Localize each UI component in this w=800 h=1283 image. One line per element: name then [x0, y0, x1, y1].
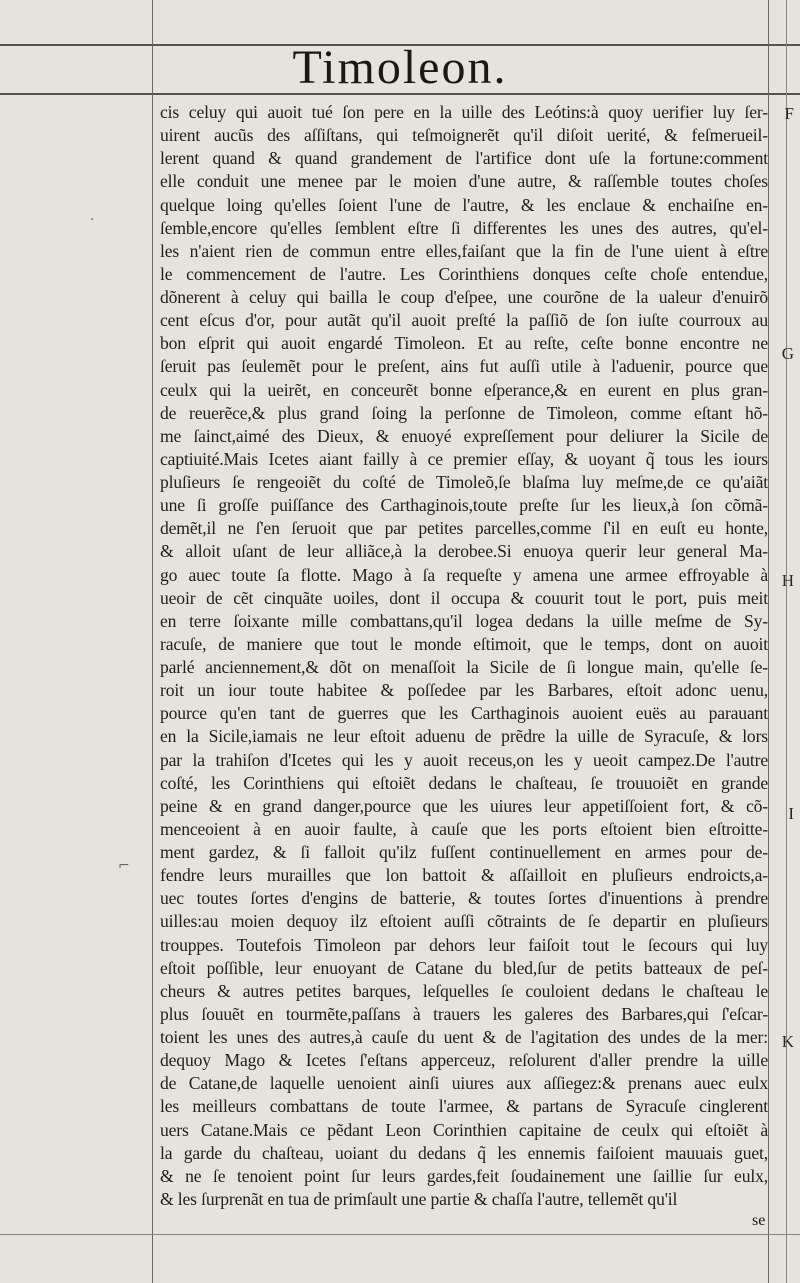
body-text	[160, 101, 768, 1211]
text-line: une ſi groſſe puiſſance des Carthaginois,toute preſte ſur les lieux,à ſon cõmã-	[160, 495, 768, 516]
text-line: parlé anciennement,& dõt on menaſſoit la Sicile de ſi longue main, qu'elle ſe-	[160, 657, 768, 677]
text-line: cent eſcus d'or, pour autãt qu'il auoit preſté la paſſiõ de ſon iuſte courroux au	[160, 310, 768, 331]
text-line: cis celuy qui auoit tué ſon pere en la uille des Leótins:à quoy uerifier luy ſer-	[160, 102, 768, 122]
text-line: en la Sicile,iamais ne leur eſtoit aduenu de prẽdre la uille de Syracuſe, & lors	[160, 726, 768, 747]
text-line: roit un iour toute habitee & poſſedee par les Barbares, eſtoit adonc uenu,	[160, 680, 768, 701]
margin-dash-mark: ·	[90, 212, 95, 228]
text-line: les n'aient rien de commun entre elles,faiſant que la fin de l'une uient à eſtre	[160, 240, 768, 261]
page-title: Timoleon.	[292, 41, 508, 94]
text-line: racuſe, de maniere que tout le monde eſtimoit, que le temps, dont on auoit	[160, 633, 768, 654]
text-line: dõnerent à celuy qui bailla le coup d'eſpee, une courõne de la ualeur d'enuirõ	[160, 287, 768, 307]
text-line: pource qu'en tant de guerres que les Carthaginois auoient euës au parauant	[160, 703, 768, 724]
text-line: uec toutes ſortes d'engins de batterie, & toutes ſortes d'inuentions à prendre	[160, 888, 768, 909]
text-line: plus ſouuẽt en tourmẽte,paſſans à trauers les galeres des Barbares,qui ſ'eſcar-	[160, 1003, 768, 1024]
margin-hand-mark: ⌐	[118, 858, 130, 874]
text-line: eſtoit poſſible, leur enuoyant de Catane du bled,ſur de petits batteaux de peſ-	[160, 957, 768, 978]
text-line: la garde du chaſteau, uoiant du dedans q̃ les ennemis faiſoient mauuais guet,	[160, 1142, 768, 1163]
text-line: trouppes. Toutefois Timoleon par dehors leur faiſoit tout le ſecours qui luy	[160, 934, 768, 955]
text-line: demẽt,il ne ſ'en ſeruoit que par petites parcelles,comme ſ'il en euſt eu honte,	[160, 518, 768, 539]
catchword: se	[752, 1212, 766, 1229]
text-line: les meilleurs combattans de toute l'armee, & partans de Syracuſe cinglerent	[160, 1096, 768, 1117]
text-line: quelque loing qu'elles ſoient l'une de l'autre, & les enclaue & enchaiſne en-	[160, 194, 768, 215]
text-line: dequoy Mago & Icetes ſ'eſtans apperceuz, reſolurent d'aller prendre la uille	[160, 1050, 768, 1071]
text-line: ceulx qui la ueirẽt, en conceurẽt bonne eſperance,& en eurent en plus gran-	[160, 379, 768, 400]
text-line: elle conduit une menee par le moien d'une autre, & raſſemble toutes choſes	[160, 171, 768, 192]
text-line: uirent aucũs des aſſiſtans, qui teſmoignerẽt qu'il diſoit uerité, & feſmerueil-	[160, 125, 768, 146]
text-line: lerent quand & quand grandement de l'artifice dont uſe la fortune:comment	[160, 148, 768, 169]
text-line: cheurs & autres petites barques, leſquelles ſe couloient dedans le chaſteau le	[160, 980, 768, 1001]
footer-rule	[0, 1234, 800, 1235]
text-line: & les ſurprenãt en tua de primſault une partie & chaſſa l'autre, tellemẽt qu'il	[160, 1188, 678, 1209]
text-line: go auec toute ſa flotte. Mago à ſa requeſte y amena une armee effroyable à	[160, 564, 768, 585]
margin-letter-i: I	[788, 804, 794, 823]
text-line: uers Catane.Mais ce pẽdant Leon Corinthien capitaine de ceulx qui eſtoiẽt à	[160, 1119, 768, 1140]
margin-letter-g: G	[781, 344, 794, 363]
text-line: ment gardez, & ſi falloit qu'ilz fuſſent continuellement en armes pour de-	[160, 842, 768, 862]
page-line-right	[786, 0, 787, 1283]
text-line: en terre ſoixante mille combattans,qu'il logea dedans la uille meſme de Sy-	[160, 610, 768, 631]
text-line: menceoient à en auoir faulte, à cauſe que les ports eſtoient bien eſtroitte-	[160, 818, 768, 839]
text-line: toient les unes des autres,à cauſe du uent & de l'agitation des undes de la mer:	[160, 1027, 768, 1047]
margin-letter-h: H	[781, 571, 794, 590]
margin-line-left	[152, 0, 153, 1283]
text-line: captiuité.Mais Icetes aiant failly à ce premier eſſay, & uoyant q̃ tous les iours	[160, 448, 768, 469]
text-line: me ſainct,aimé des Dieux, & enuoyé expreſſement pour deliurer la Sicile de	[160, 425, 768, 446]
text-line: uilles:au moien dequoy ilz eſtoient auſſi cõtraints de ſe departir en pluſieurs	[160, 911, 768, 932]
text-line: & ne ſe tenoient point ſur leurs gardes,feit ſoudainement une ſaillie ſur eulx,	[160, 1165, 768, 1186]
text-line: fendre leurs murailles que lon battoit & aſſailloit en pluſieurs endroicts,a-	[160, 865, 768, 886]
text-line: & alloit uſant de leur alliãce,à la derobee.Si enuoya querir leur general Ma-	[160, 541, 768, 562]
text-line: ueoir de cẽt cinquãte uoiles, dont il occupa & couurit tout le port, puis meit	[160, 587, 768, 608]
margin-line-right	[768, 0, 769, 1283]
text-line: bon eſprit qui auoit engardé Timoleon. Et au reſte, ceſte bonne encontre ne	[160, 333, 768, 354]
text-line: pluſieurs ſe rengeoiẽt du coſté de Timoleõ,ſe blaſma luy meſme,de ce qu'aiãt	[160, 472, 768, 492]
text-line: de Catane,de laquelle uenoient ainſi uiures aux aſſiegez:& prenans auec eulx	[160, 1073, 768, 1094]
text-line: le commencement de l'autre. Les Corinthiens donques ceſte choſe entendue,	[160, 263, 768, 284]
text-line: par la trahiſon d'Icetes qui les y auoit receus,on les y ueoit campez.De l'autre	[160, 749, 768, 770]
text-line: ſeruit pas ſeulemẽt pour le preſent, ains fut auſſi utile à l'aduenir, pource que	[160, 356, 768, 377]
text-line: peine & en grand danger,pource que les uiures leur appetiſſoient fort, & cõ-	[160, 795, 768, 816]
margin-letter-k: K	[781, 1032, 794, 1051]
text-line: ſemble,encore qu'elles ſemblent eſtre ſi differentes les unes des autres, qu'el-	[160, 217, 768, 238]
margin-letter-f: F	[784, 104, 794, 123]
text-line: coſté, les Corinthiens qui eſtoiẽt dedans le chaſteau, ſe trouuoiẽt en grande	[160, 772, 768, 793]
text-line: de reuerẽce,& plus grand ſoing la perſonne de Timoleon, comme eſtant hõ-	[160, 402, 768, 423]
